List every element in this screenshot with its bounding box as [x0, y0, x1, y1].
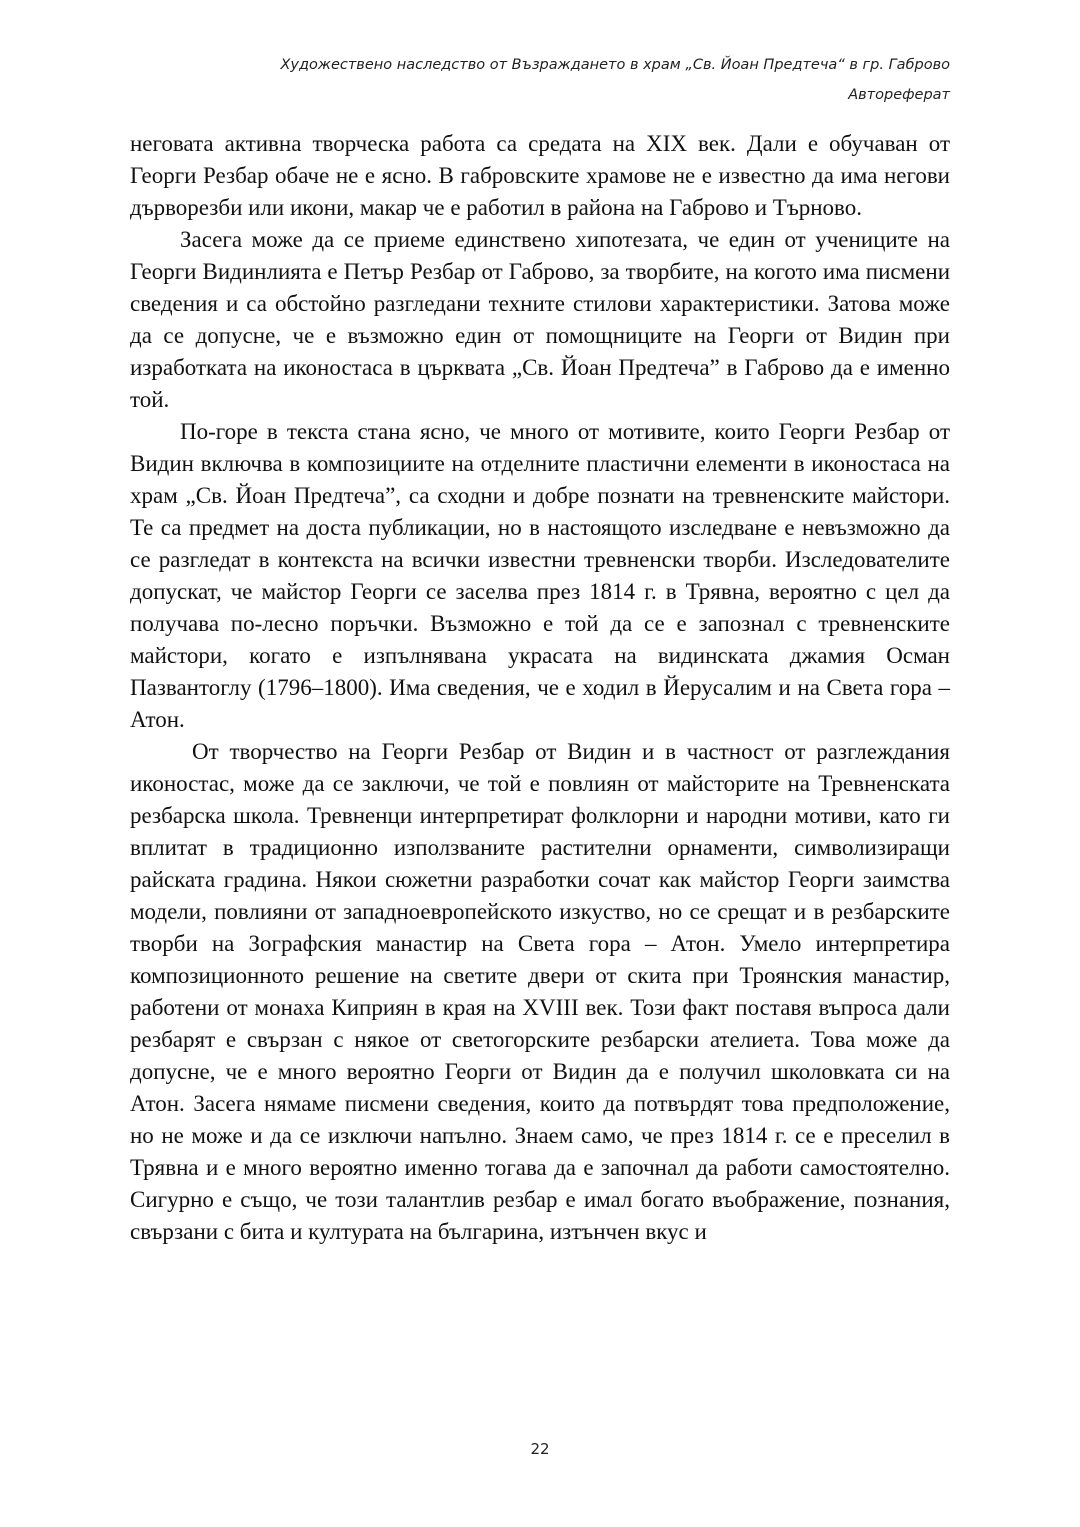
running-header [130, 50, 950, 110]
body-text [130, 128, 950, 1248]
paragraph-motifs: По-горе в текста стана ясно, че много от мотивите, които Георги Резбар от Видин включва в композициите на отделните пластични елементи в иконостаса на храм „Св. Йоан Предтеча”, са сходни и добре познати на тревненските майстори. Те са предмет на доста публикации, но в настоящото изследване е невъзможно да се разгледат в контекста на всички известни тревненски творби. Изследователите допускат, че майстор Георги се заселва през 1814 г. в Трявна, вероятно с цел да получава по-лесно поръчки. Възможно е той да се е запознал с тревненските майстори, когато е изпълнявана украсата на видинската джамия Осман Пазвантоглу (1796–1800). Има сведения, че е ходил в Йерусалим и на Света гора – Атон. [130, 419, 950, 732]
page-number: 22 [530, 1440, 550, 1458]
paragraph-hypothesis: Засега може да се приеме единствено хипотезата, че един от учениците на Георги Видинлията е Петър Резбар от Габрово, за творбите, на когото има писмени сведения и са обстойно разгледани техните стилови характеристики. Затова може да се допусне, че е възможно един от помощниците на Георги от Видин при изработката на иконостаса в църквата „Св. Йоан Предтеча” в Габрово да е именно той. [130, 227, 950, 412]
paragraph-continued: неговата активна творческа работа са средата на XIX век. Дали е обучаван от Георги Резбар обаче не е ясно. В габровските храмове не е известно да има негови дърворезби или икони, макар че е работил в района на Габрово и Търново. [130, 131, 950, 220]
header-title: Художествено наследство от Възраждането в храм „Св. Йоан Предтеча“ в гр. Габрово [280, 57, 950, 73]
paragraph-conclusion: От творчество на Георги Резбар от Видин и в частност от разглеждания иконостас, може да се заключи, че той е повлиян от майсторите на Тревненската резбарска школа. Тревненци интерпретират фолклорни и народни мотиви, като ги вплитат в традиционно използваните растителни орнаменти, символизиращи райската градина. Някои сюжетни разработки сочат как майстор Георги заимства модели, повлияни от западноевропейското изкуство, но се срещат и в резбарските творби на Зографския манастир на Света гора – Атон. Умело интерпретира композиционното решение на светите двери от скита при Троянския манастир, работени от монаха Киприян в края на XVIII век. Този факт поставя въпроса дали резбарят е свързан с някое от светогорските резбарски ателиета. Това може да допусне, че е много вероятно Георги от Видин да е получил школовката си на Атон. Засега нямаме писмени сведения, които да потвърдят това предположение, но не може и да се изключи напълно. Знаем само, че през 1814 г. се е преселил в Трявна и е много вероятно именно тогава да е започнал да работи самостоятелно. Сигурно е също, че този талантлив резбар е имал богато въображение, познания, свързани с бита и културата на българина, изтънчен вкус и [130, 739, 950, 1244]
header-subtitle: Автореферат [848, 87, 950, 103]
